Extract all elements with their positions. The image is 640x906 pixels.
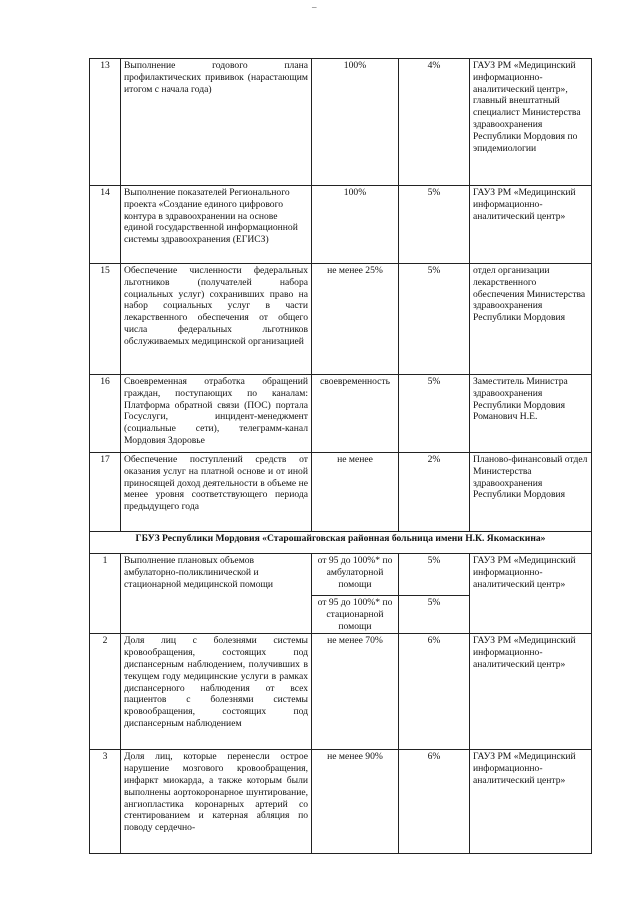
responsible-cell: ГАУЗ РМ «Медицинский информационно-аналитический центр» xyxy=(470,554,592,634)
responsible-cell: ГАУЗ РМ «Медицинский информационно-аналитический центр» xyxy=(470,186,592,264)
weight-cell-inpatient: 5% xyxy=(399,596,470,634)
row-number: 1 xyxy=(90,554,121,634)
target-cell: не менее 70% xyxy=(312,634,399,750)
target-cell-inpatient: от 95 до 100%* по стационарной помощи xyxy=(312,596,399,634)
target-cell: не менее xyxy=(312,453,399,532)
responsible-cell: отдел организации лекарственного обеспечения Министерства здравоохранения Республики Мордовия xyxy=(470,264,592,375)
target-cell: 100% xyxy=(312,59,399,186)
responsible-cell: ГАУЗ РМ «Медицинский информационно-аналитический центр» xyxy=(470,750,592,854)
indicator-cell: Обеспечение поступлений средств от оказания услуг на платной основе и от иной приносящей доход деятельности в объеме не менее уровня соответствующего периода предыдущего года xyxy=(121,453,312,532)
section-title: ГБУЗ Республики Мордовия «Старошайговская районная больница имени Н.К. Якомаскина» xyxy=(90,532,592,554)
indicator-cell: Доля лиц, которые перенесли острое нарушение мозгового кровообращения, инфаркт миокарда, а также которым были выполнены аортокоронарное шунтирование, ангиопластика коронарных артерий со стентированием и катерная абляция по поводу сердечно- xyxy=(121,750,312,854)
weight-cell: 5% xyxy=(399,186,470,264)
row-number: 14 xyxy=(90,186,121,264)
table-row xyxy=(90,264,592,375)
table-row xyxy=(90,634,592,750)
target-cell: не менее 90% xyxy=(312,750,399,854)
indicator-cell: Доля лиц с болезнями системы кровообращения, состоящих под диспансерным наблюдением, получивших в текущем году медицинские услуги в рамках диспансерного наблюдения от всех пациентов с болезнями системы кровообращения, состоящих под диспансерным наблюдением xyxy=(121,634,312,750)
indicators-table xyxy=(89,58,592,854)
table-row xyxy=(90,453,592,532)
table-row xyxy=(90,554,592,596)
row-number: 15 xyxy=(90,264,121,375)
weight-cell-ambulatory: 5% xyxy=(399,554,470,596)
responsible-cell: ГАУЗ РМ «Медицинский информационно-аналитический центр» xyxy=(470,634,592,750)
responsible-cell: Планово-финансовый отдел Министерства здравоохранения Республики Мордовия xyxy=(470,453,592,532)
row-number: 17 xyxy=(90,453,121,532)
indicator-cell: Выполнение показателей Регионального проекта «Создание единого цифрового контура в здравоохранении на основе единой государственной информационной системы здравоохранения (ЕГИСЗ) xyxy=(121,186,312,264)
table-row xyxy=(90,750,592,854)
weight-cell: 2% xyxy=(399,453,470,532)
weight-cell: 6% xyxy=(399,634,470,750)
weight-cell: 5% xyxy=(399,264,470,375)
table-row xyxy=(90,375,592,453)
target-cell: не менее 25% xyxy=(312,264,399,375)
target-cell-ambulatory: от 95 до 100%* по амбулаторной помощи xyxy=(312,554,399,596)
indicator-cell: Своевременная отработка обращений граждан, поступающих по каналам: Платформа обратной связи (ПОС) портала Госуслуги, инцидент-менеджмент (социальные сети), телеграмм-канал Мордовия Здоровье xyxy=(121,375,312,453)
page-top-mark: – xyxy=(312,2,317,12)
responsible-cell: ГАУЗ РМ «Медицинский информационно-аналитический центр», главный внештатный специалист Министерства здравоохранения Республики Мордовия по эпидемиологии xyxy=(470,59,592,186)
section-row xyxy=(90,532,592,554)
weight-cell: 5% xyxy=(399,375,470,453)
target-cell: 100% xyxy=(312,186,399,264)
table-row xyxy=(90,59,592,186)
responsible-cell: Заместитель Министра здравоохранения Республики Мордовия Романович Н.Е. xyxy=(470,375,592,453)
row-number: 16 xyxy=(90,375,121,453)
weight-cell: 4% xyxy=(399,59,470,186)
table-row xyxy=(90,186,592,264)
indicator-cell: Выполнение годового плана профилактических прививок (нарастающим итогом с начала года) xyxy=(121,59,312,186)
row-number: 13 xyxy=(90,59,121,186)
indicator-cell: Выполнение плановых объемов амбулаторно-поликлинической и стационарной медицинской помощи xyxy=(121,554,312,634)
row-number: 2 xyxy=(90,634,121,750)
row-number: 3 xyxy=(90,750,121,854)
indicator-cell: Обеспечение численности федеральных льготников (получателей набора социальных услуг) сохранивших право на набор социальных услуг в части лекарственного обеспечения от общего числа федеральных льготников обслуживаемых медицинской организацией xyxy=(121,264,312,375)
weight-cell: 6% xyxy=(399,750,470,854)
target-cell: своевременность xyxy=(312,375,399,453)
